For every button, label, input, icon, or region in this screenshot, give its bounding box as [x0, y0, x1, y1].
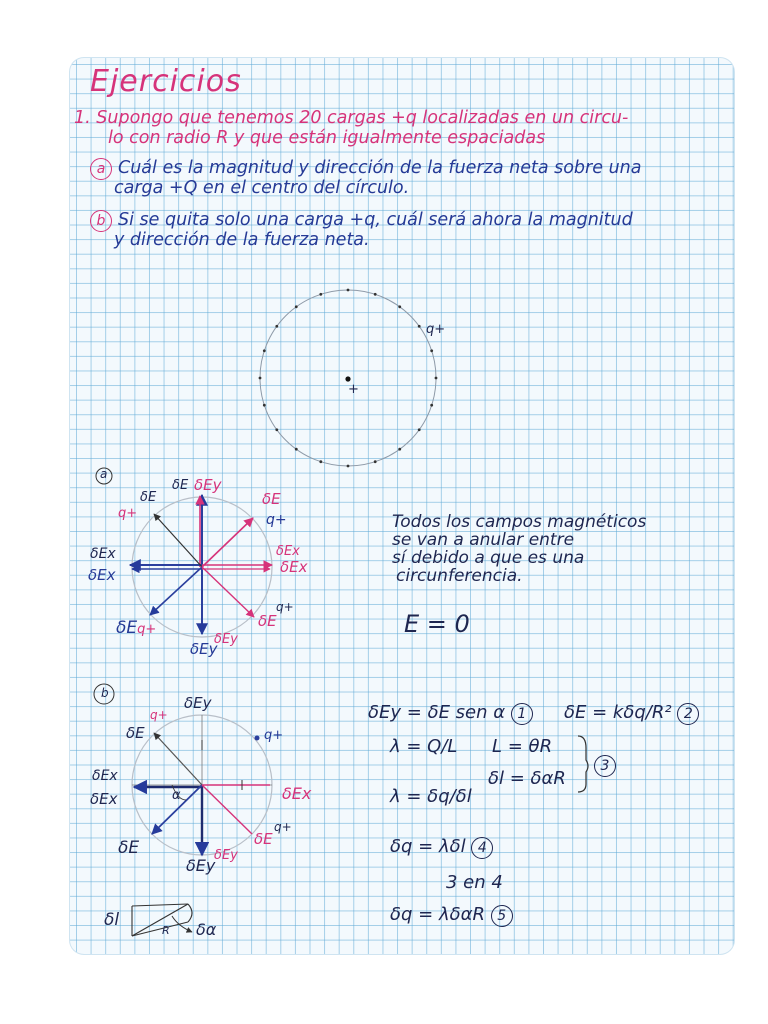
a-dEy-top: δEy	[194, 476, 222, 494]
explanation-line-1: Todos los campos magnéticos	[392, 512, 647, 532]
ring-center-label: +	[348, 382, 359, 397]
field-result: E = 0	[404, 610, 470, 638]
part-a-text-1: Cuál es la magnitud y dirección de la fuerza neta sobre una	[118, 158, 642, 178]
ring-charge-dot	[347, 289, 350, 292]
eq-L-def: L = θR	[492, 736, 553, 757]
a-dE-top-left-1: δE	[172, 478, 189, 493]
ring-charge-dot	[374, 293, 377, 296]
a-q-top-right: q+	[266, 512, 287, 528]
a-arrow-nw	[154, 514, 202, 567]
explanation-line-3: sí debido a que es una	[392, 548, 585, 568]
a-q-top-left: q+	[118, 506, 138, 521]
eq-dl-def: δl = δαR	[488, 768, 566, 789]
b-arrow-nw	[154, 733, 202, 785]
b-arrow-se	[202, 785, 252, 834]
ring-charge-dot	[374, 460, 377, 463]
ring-charge-dot	[275, 428, 278, 431]
ring-charge-dot	[295, 448, 298, 451]
b-dE-bottom-left: δE	[118, 838, 140, 858]
eq-1-number: 1	[511, 703, 533, 725]
a-dE-bottom-right: δE	[258, 612, 277, 630]
ring-charge-dot	[275, 325, 278, 328]
eq-2-number: 2	[677, 703, 699, 725]
explanation-line-4: circunferencia.	[396, 566, 523, 586]
b-dEy-bottom-2: δEy	[186, 856, 216, 875]
ring-charge-dot	[435, 377, 438, 380]
eq-3-number: 3	[594, 755, 616, 777]
ring-charge-dot	[347, 465, 350, 468]
a-dEy-bottom-1: δEy	[214, 632, 238, 647]
b-q-top-right: q+	[264, 728, 284, 743]
part-b-text-1: Si se quita solo una carga +q, cuál será ahora la magnitud	[118, 210, 633, 230]
a-dEx-left-1: δEx	[90, 546, 116, 562]
eq-5-number: 5	[491, 905, 513, 927]
part-b-line-1	[90, 210, 633, 232]
eq-lambda-1: λ = Q/L	[390, 736, 458, 757]
b-dEx-left-1: δEx	[92, 768, 118, 784]
explanation-line-2: se van a anular entre	[392, 530, 575, 550]
a-arrow-sw	[150, 567, 202, 615]
sector-R: R	[162, 924, 170, 937]
b-dE-bottom-right: δE	[254, 830, 273, 848]
ring-charge-dot	[430, 404, 433, 407]
b-dEy-bottom-1: δEy	[214, 848, 238, 863]
a-dEy-bottom-2: δEy	[190, 640, 218, 658]
equation-bracket	[578, 736, 588, 792]
part-a-line-1	[90, 158, 641, 180]
a-q-bottom-right: q+	[276, 600, 294, 614]
ring-charge-dot	[418, 325, 421, 328]
diagram-b-label: b	[101, 686, 109, 700]
page-title: Ejercicios	[90, 64, 242, 99]
eq-lambda-2: λ = δq/δl	[390, 786, 472, 807]
a-dE-bottom-left	[116, 618, 156, 638]
b-dE-top-left: δE	[126, 724, 145, 742]
diagram-a-label: a	[100, 467, 108, 481]
a-arrow-ne	[202, 518, 253, 567]
b-q-top-left: q+	[150, 708, 168, 722]
eq-1	[368, 702, 539, 725]
ring-charge-dot	[263, 404, 266, 407]
sector-dl: δl	[104, 910, 120, 930]
ring-charge-dot	[430, 349, 433, 352]
b-dEx-right: δEx	[282, 784, 312, 803]
a-arrow-se	[202, 567, 254, 617]
ring-charge-dot	[398, 305, 401, 308]
eq-2	[564, 702, 705, 725]
eq-2-text: δE = kδq/R²	[564, 702, 672, 723]
a-dEx-left-2: δEx	[88, 566, 116, 584]
eq-dq-2	[390, 904, 519, 927]
b-q-bottom-right: q+	[274, 820, 292, 834]
a-dE-top-right: δE	[262, 490, 281, 508]
center-charge-dot	[345, 376, 350, 381]
b-alpha: α	[172, 788, 181, 803]
a-dEx-right-1: δEx	[276, 544, 300, 559]
b-dEy-top: δEy	[184, 694, 212, 712]
ring-charge-dot	[319, 293, 322, 296]
problem-line-2: lo con radio R y que están igualmente espaciadas	[108, 128, 546, 148]
part-b-marker: b	[90, 210, 112, 232]
eq-3-number-wrap	[594, 754, 622, 777]
ring-charge-dot	[295, 305, 298, 308]
sector-dalpha: δα	[196, 920, 217, 939]
eq-1-text: δEy = δE sen α	[368, 702, 506, 723]
ring-charge-dot	[319, 460, 322, 463]
part-a-marker: a	[90, 158, 112, 180]
b-dEx-left-2: δEx	[90, 790, 118, 808]
problem-line-1: 1. Supongo que tenemos 20 cargas +q localizadas en un circu-	[74, 108, 629, 128]
charge-ring-diagram	[259, 289, 438, 468]
a-dE-top-left-2: δE	[140, 490, 157, 505]
eq-substitution: 3 en 4	[446, 872, 503, 893]
diagram-b	[94, 684, 272, 855]
ring-charge-dot	[418, 428, 421, 431]
diagram-a	[96, 468, 272, 637]
a-dE-bottom-left-text: δE	[116, 618, 138, 638]
eq-dq-1	[390, 836, 499, 859]
eq-dq-2-text: δq = λδαR	[390, 904, 486, 925]
ring-charge-dot	[263, 349, 266, 352]
a-q-bottom-left: q+	[137, 622, 157, 637]
ring-charge-dot	[259, 377, 262, 380]
eq-4-number: 4	[471, 837, 493, 859]
part-b-line-2: y dirección de la fuerza neta.	[114, 230, 370, 250]
part-a-line-2: carga +Q en el centro del círculo.	[114, 178, 410, 198]
ring-charge-dot	[398, 448, 401, 451]
ring-charge-label: q+	[426, 322, 446, 337]
eq-dq-1-text: δq = λδl	[390, 836, 466, 857]
a-dEx-right-2: δEx	[280, 558, 308, 576]
